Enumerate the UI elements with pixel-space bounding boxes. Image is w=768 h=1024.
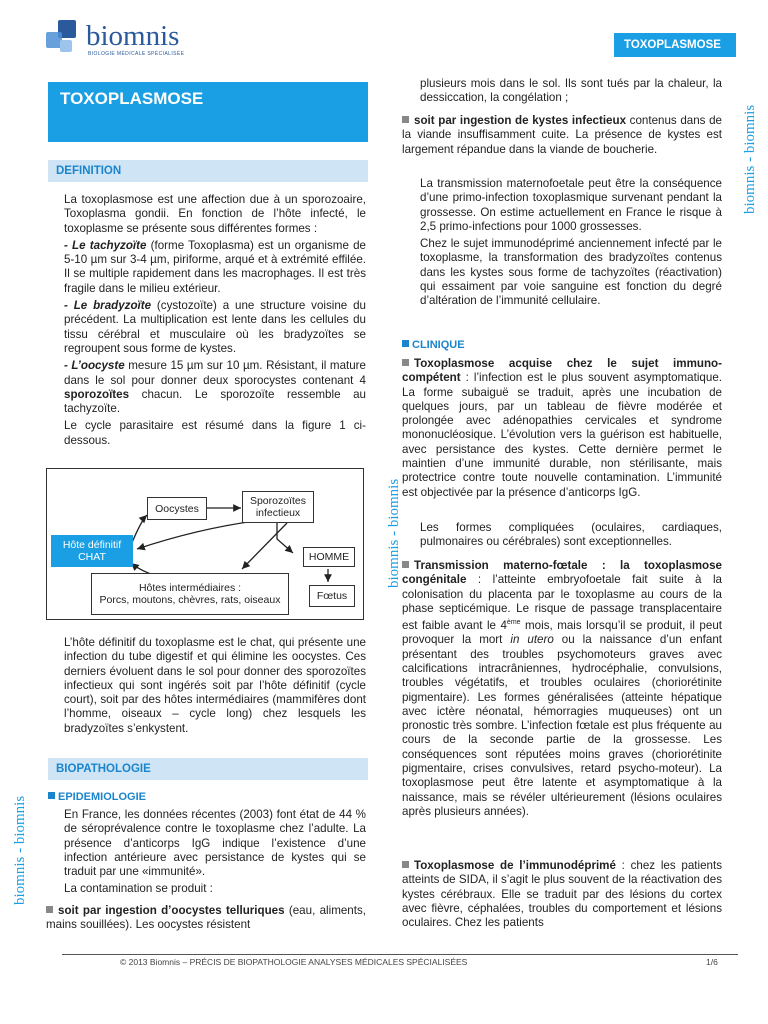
arrow-chat-oocystes xyxy=(131,515,147,545)
gray-bullet-icon xyxy=(402,359,409,366)
square-bullet-icon xyxy=(402,340,409,347)
epidemiologie-paragraph: En France, les données récentes (2003) font état de 44 % de séroprévalence contre le toxoplasme chez l’adulte. La présence d’anticorps IgG indique l’existence d’une infection antérieure avec persistance de kystes qui se traduit par une «immunité». xyxy=(64,808,366,879)
definition-text xyxy=(64,193,366,451)
clinique-2-text-a: : l’atteinte embryofoetale fait suite à la colonisation du placenta par le toxoplasme au cours de la phase septicémique. Le risque de passage transplacentaire est faible avant le 4 xyxy=(402,573,722,633)
tachyzoite-paragraph xyxy=(64,239,366,296)
cycle-diagram xyxy=(46,468,364,620)
footer-text: © 2013 Biomnis – PRÉCIS DE BIOPATHOLOGIE ANALYSES MÉDICALES SPÉCIALISÉES xyxy=(120,957,468,967)
subsection-epidemiologie xyxy=(48,791,146,803)
watermark-left: biomnis - biomnis xyxy=(12,795,28,905)
clinique-2-text-c: ou la naissance d’un enfant présentant des troubles psychomoteurs graves avec calcifications intracrâniennes, hydrocéphalie, convulsions, troubles végétatifs, et troubles oculaires (choriorétinite pigmentaire). Les formes généralisées (atteinte hépatique avec ictère néonatal, hémorragies muqueuses) ont un pronostic très sombre. L’infection fœtale est plus fréquente au cours de la seconde partie de la grossesse. Les conséquences sont réputées moins graves (choriorétinite pigmentaire, crises convulsives, retard psycho-moteur). La toxoplasmose peut être latente et asymptomatique à la naissance, mais se révéler ultérieurement (lésions oculaires après plusieurs années). xyxy=(402,633,722,818)
clinique-2-text-b: mois, mais lorsqu’il se produit, il peut provoquer la mort xyxy=(402,619,722,647)
page-title: TOXOPLASMOSE xyxy=(48,82,368,142)
clinique-bullet-1 xyxy=(402,357,722,500)
after-diagram-text: L’hôte définitif du toxoplasme est le chat, qui présente une infection du tube digestif et qui élimine les oocystes. Ces derniers évoluent dans le sol pour donner des sporozoïtes infectieux qui sont ingérés soit par l’hôte définitif (cycle court), soit par des hôtes intermédiaires (mammifères dont l’homme, oiseaux – cycle long) chez lesquels les bradyzoïtes s’enkystent. xyxy=(64,636,366,735)
cycle-paragraph: Le cycle parasitaire est résumé dans la figure 1 ci-dessous. xyxy=(64,419,366,447)
brand-tagline: BIOLOGIE MÉDICALE SPÉCIALISÉE xyxy=(88,51,185,57)
clinique-1-bold: Toxoplasmose acquise chez le sujet immuno-compétent xyxy=(402,357,722,385)
epidemiologie-text xyxy=(64,808,366,900)
sporozoites-bold: sporozoïtes xyxy=(64,387,130,401)
definition-intro: La toxoplasmose est une affection due à un sporozoaire, Toxoplasma gondii. En fonction de l’hôte infecté, le toxoplasme se présente sous différentes formes : xyxy=(64,193,366,235)
transmission-text xyxy=(420,177,722,312)
clinique-bullet-3 xyxy=(402,859,722,930)
section-definition: DEFINITION xyxy=(48,160,368,182)
arrow-sporozoites-chat xyxy=(137,521,255,549)
oocyste-text: mesure 15 µm sur 10 µm. Résistant, il mature dans le sol pour donner deux sporocystes contenant 4 xyxy=(64,359,366,387)
oocyste-label: - L’oocyste xyxy=(64,359,125,373)
diagram-hotes-intermediaires xyxy=(91,573,289,615)
bullet-oocystes-bold: soit par ingestion d’oocystes telluriques xyxy=(58,904,285,917)
diagram-oocystes: Oocystes xyxy=(147,497,207,520)
bradyzoite-label: - Le bradyzoïte xyxy=(64,299,152,313)
clinique-bullet-2 xyxy=(402,559,722,819)
bullet-kystes xyxy=(402,114,722,157)
square-bullet-icon xyxy=(48,792,55,799)
brand-name: biomnis xyxy=(86,20,180,52)
epidemiologie-label: EPIDEMIOLOGIE xyxy=(58,791,147,803)
watermark-center: biomnis - biomnis xyxy=(386,478,402,588)
bullet-oocystes-text: (eau, aliments, mains souillées). Les oocystes résistent xyxy=(46,904,366,932)
clinique-2-sup: ème xyxy=(506,619,521,627)
clinique-3-bold: Toxoplasmose de l’immunodéprimé xyxy=(414,859,616,872)
bullet-oocystes xyxy=(46,904,366,933)
diagram-hote-definitif: Hôte définitif CHAT xyxy=(51,535,133,567)
gray-bullet-icon xyxy=(46,906,53,913)
bradyzoite-paragraph xyxy=(64,299,366,356)
arrow-sporozoites-homme xyxy=(277,523,293,553)
contamination-intro: La contamination se produit : xyxy=(64,882,213,896)
arrow-sporozoites-hotes xyxy=(242,523,287,569)
tachyzoite-label: - Le tachyzoïte xyxy=(64,238,147,252)
hotes-list: Porcs, moutons, chèvres, rats, oiseaux xyxy=(99,594,281,606)
diagram-homme: HOMME xyxy=(303,547,355,567)
diagram-sporozoites: Sporozoïtes infectieux xyxy=(242,491,314,523)
bullet-oocystes-continued: plusieurs mois dans le sol. Ils sont tués par la chaleur, la dessiccation, la congélation ; xyxy=(420,77,722,105)
bradyzoite-text: (cystozoïte) a une structure voisine du précédent. La multiplication est lente dans les cellules du tissu cérébral et musculaire où les bradyzoïtes se regroupent sous forme de kystes. xyxy=(64,299,366,355)
gray-bullet-icon xyxy=(402,116,409,123)
immunodeprime-paragraph: Chez le sujet immunodéprimé anciennement infecté par le toxoplasme, la transformation des bradyzoïtes contenus dans les kystes sous forme de tachyzoïtes (réactivation) qui essaiment par voie sanguine est fonction du degré d’altération de l’immunité cellulaire. xyxy=(420,237,722,308)
watermark-right: biomnis - biomnis xyxy=(742,104,758,214)
diagram-foetus: Fœtus xyxy=(309,585,355,607)
hotes-title: Hôtes intermédiaires : xyxy=(138,582,242,594)
footer-divider xyxy=(62,954,738,955)
page-number: 1/6 xyxy=(706,957,718,967)
clinique-1-text: : l’infection est le plus souvent asymptomatique. La forme subaiguë se traduit, après une incubation de quelques jours, par un tableau de fièvre modérée et prolongée avec adénopathies cervicales et syndrome mononucléosique. L’évolution vers la guérison est habituelle, avec persistance des kystes. Cette dernière permet le maintien d’une immunité durable, non stérilisante, mais protectrice contre toute nouvelle contamination. L’immunité est objectivée par la présence d’anticorps IgG. xyxy=(402,371,722,499)
clinique-3-text: : chez les patients atteints de SIDA, il s’agit le plus souvent de la réactivation des kystes cérébraux. Elle se traduit par des lésions du cortex avec fièvre, céphalées, troubles du comportement et lésions oculaires. Chez les patients xyxy=(402,859,722,930)
clinique-2-bold: Transmission materno-fœtale : la toxoplasmose congénitale xyxy=(402,559,722,587)
bullet-kystes-text: contenus dans de la viande insuffisamment cuite. La présence de kystes est largement répandue dans la viande de boucherie. xyxy=(402,114,722,156)
transmission-paragraph: La transmission maternofoetale peut être la conséquence d’une primo-infection toxoplasmique survenant pendant la grossesse. On estime actuellement en France le risque à 2,5 primo-infections pour 1000 grossesses. xyxy=(420,177,722,233)
gray-bullet-icon xyxy=(402,861,409,868)
bullet-kystes-bold: soit par ingestion de kystes infectieux xyxy=(414,114,627,127)
topic-tag: TOXOPLASMOSE xyxy=(614,33,736,57)
clinique-2-italic: in utero xyxy=(510,633,554,647)
logo-mark xyxy=(44,20,80,56)
clinique-1-formes: Les formes compliquées (oculaires, cardiaques, pulmonaires ou cérébrales) sont exceptionnelles. xyxy=(420,521,722,549)
clinique-label: CLINIQUE xyxy=(412,339,465,351)
gray-bullet-icon xyxy=(402,561,409,568)
section-biopathologie: BIOPATHOLOGIE xyxy=(48,758,368,780)
tachyzoite-text: (forme Toxoplasma) est un organisme de 5-10 µm sur 3-4 µm, piriforme, arqué et à extrémité effilée. Il se multiple rapidement dans les macrophages. Il est très fragile dans le milieu extérieur. xyxy=(64,238,366,295)
oocyste-paragraph xyxy=(64,359,366,416)
subsection-clinique xyxy=(402,339,465,351)
oocyste-text-end: chacun. Le sporozoïte ressemble au tachyzoïte. xyxy=(64,387,366,416)
